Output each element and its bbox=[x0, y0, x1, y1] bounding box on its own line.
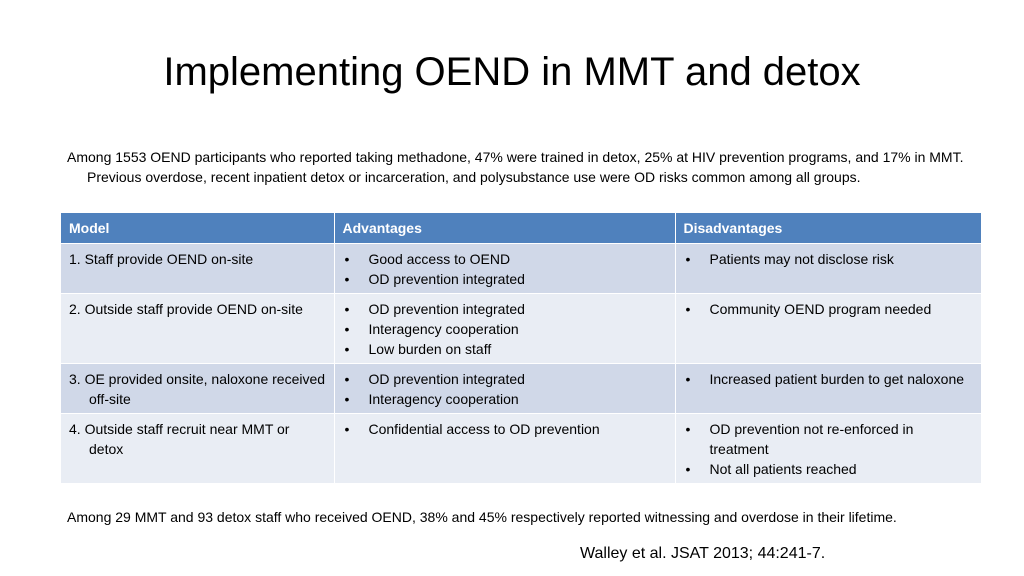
slide-title: Implementing OEND in MMT and detox bbox=[163, 50, 861, 94]
disadvantages-cell bbox=[675, 244, 981, 294]
intro-paragraph: Among 1553 OEND participants who reported taking methadone, 47% were trained in detox, 25% at HIV prevention programs, and 17% in MMT. Previous overdose, recent inpatient detox or incarceration, and polysubstance use were OD risks common among all groups. bbox=[67, 149, 964, 185]
citation: Walley et al. JSAT 2013; 44:241-7. bbox=[580, 545, 826, 562]
oend-models-table bbox=[61, 213, 981, 484]
list-item: • Interagency cooperation bbox=[343, 389, 667, 409]
table-row bbox=[61, 294, 981, 364]
list-item: • Community OEND program needed bbox=[684, 299, 974, 319]
header-model: Model bbox=[61, 213, 334, 244]
table-row bbox=[61, 414, 981, 484]
advantages-cell bbox=[334, 244, 675, 294]
model-cell: 1. Staff provide OEND on-site bbox=[61, 244, 334, 294]
table-row bbox=[61, 364, 981, 414]
advantages-cell bbox=[334, 414, 675, 484]
list-item: • OD prevention integrated bbox=[343, 369, 667, 389]
model-cell: 3. OE provided onsite, naloxone received off-site bbox=[61, 364, 334, 414]
table-header-row bbox=[61, 213, 981, 244]
model-cell: 2. Outside staff provide OEND on-site bbox=[61, 294, 334, 364]
list-item: • Good access to OEND bbox=[343, 249, 667, 269]
list-item: • Not all patients reached bbox=[684, 459, 974, 479]
advantages-cell bbox=[334, 364, 675, 414]
list-item: • Confidential access to OD prevention bbox=[343, 419, 667, 439]
list-item: • OD prevention not re-enforced in treatment bbox=[684, 419, 974, 459]
header-disadvantages: Disadvantages bbox=[675, 213, 981, 244]
list-item: • OD prevention integrated bbox=[343, 299, 667, 319]
list-item: • Patients may not disclose risk bbox=[684, 249, 974, 269]
disadvantages-cell bbox=[675, 364, 981, 414]
table-row bbox=[61, 244, 981, 294]
list-item: • Low burden on staff bbox=[343, 339, 667, 359]
outro-paragraph: Among 29 MMT and 93 detox staff who received OEND, 38% and 45% respectively reported witnessing and overdose in their lifetime. bbox=[67, 509, 897, 525]
disadvantages-cell bbox=[675, 414, 981, 484]
header-advantages: Advantages bbox=[334, 213, 675, 244]
list-item: • OD prevention integrated bbox=[343, 269, 667, 289]
model-cell: 4. Outside staff recruit near MMT or detox bbox=[61, 414, 334, 484]
list-item: • Increased patient burden to get naloxone bbox=[684, 369, 974, 389]
disadvantages-cell bbox=[675, 294, 981, 364]
list-item: • Interagency cooperation bbox=[343, 319, 667, 339]
advantages-cell bbox=[334, 294, 675, 364]
